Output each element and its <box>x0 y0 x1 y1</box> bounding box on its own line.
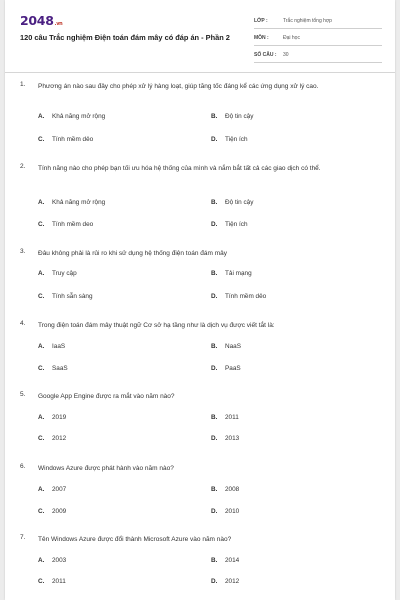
option-c[interactable] <box>38 435 66 442</box>
logo-text: 2048 <box>20 13 54 28</box>
question-number: 4. <box>20 320 26 327</box>
question-number: 1. <box>20 81 26 88</box>
meta-value: 30 <box>283 52 289 58</box>
option-letter: A. <box>38 343 45 350</box>
site-logo[interactable] <box>20 13 62 28</box>
option-letter: C. <box>38 136 45 143</box>
option-letter: D. <box>211 365 218 372</box>
option-text: Truy cập <box>52 270 77 277</box>
option-letter: B. <box>211 557 218 564</box>
option-text: 2007 <box>52 486 67 493</box>
option-letter: C. <box>38 365 45 372</box>
option-b[interactable] <box>211 343 241 350</box>
option-text: Tiện ích <box>225 221 248 228</box>
option-letter: A. <box>38 486 45 493</box>
option-c[interactable] <box>38 293 93 300</box>
option-a[interactable] <box>38 199 105 206</box>
option-b[interactable] <box>211 486 239 493</box>
meta-info <box>254 14 382 65</box>
option-text: Tính mềm dẻo <box>52 136 94 143</box>
question-number: 7. <box>20 534 26 541</box>
option-letter: A. <box>38 113 45 120</box>
option-letter: A. <box>38 557 45 564</box>
question-number: 3. <box>20 248 26 255</box>
header-divider <box>5 72 395 73</box>
option-b[interactable] <box>211 270 252 277</box>
option-a[interactable] <box>38 557 66 564</box>
option-text: 2011 <box>52 578 66 585</box>
question-text: Phương án nào sau đây cho phép xử lý hàng loạt, giúp tăng tốc đáng kể các ứng dụng xử lý cao. <box>38 83 319 90</box>
option-text: Độ tin cậy <box>225 113 254 120</box>
option-c[interactable] <box>38 365 68 372</box>
meta-row-count <box>254 48 382 63</box>
option-d[interactable] <box>211 508 239 515</box>
question-text: Tính năng nào cho phép bạn tối ưu hóa hệ thống của mình và nắm bắt tất cả các giao dịch có thể. <box>38 165 321 172</box>
meta-value: Trắc nghiệm tổng hợp <box>283 18 332 24</box>
option-letter: C. <box>38 221 45 228</box>
option-text: 2003 <box>52 557 67 564</box>
option-text: Khả năng mở rộng <box>52 113 106 120</box>
option-letter: D. <box>211 293 218 300</box>
option-c[interactable] <box>38 221 93 228</box>
logo-tld: .vn <box>54 21 63 27</box>
option-d[interactable] <box>211 293 266 300</box>
option-text: Khả năng mở rộng <box>52 199 106 206</box>
option-letter: C. <box>38 508 45 515</box>
option-a[interactable] <box>38 343 65 350</box>
option-letter: A. <box>38 414 45 421</box>
option-a[interactable] <box>38 270 77 277</box>
option-letter: B. <box>211 414 218 421</box>
option-text: 2010 <box>225 508 240 515</box>
question-text: Windows Azure được phát hành vào năm nào? <box>38 465 174 472</box>
option-text: Tải mạng <box>225 270 252 277</box>
option-text: 2012 <box>52 435 67 442</box>
option-d[interactable] <box>211 221 248 228</box>
option-letter: C. <box>38 578 45 585</box>
option-text: 2012 <box>225 578 240 585</box>
option-d[interactable] <box>211 365 241 372</box>
option-letter: B. <box>211 486 218 493</box>
option-b[interactable] <box>211 557 239 564</box>
option-c[interactable] <box>38 508 66 515</box>
option-letter: B. <box>211 343 218 350</box>
option-text: 2014 <box>225 557 240 564</box>
worksheet-header <box>5 0 395 62</box>
question-text: Tên Windows Azure được đổi thành Microsoft Azure vào năm nào? <box>38 536 232 543</box>
option-a[interactable] <box>38 113 105 120</box>
option-c[interactable] <box>38 578 66 585</box>
option-text: Độ tin cậy <box>225 199 254 206</box>
option-text: Tính sẵn sàng <box>52 293 93 300</box>
question-text: Google App Engine được ra mắt vào năm nào? <box>38 393 175 400</box>
worksheet-page <box>5 0 395 600</box>
option-text: 2008 <box>225 486 240 493</box>
option-letter: B. <box>211 113 218 120</box>
option-letter: B. <box>211 270 218 277</box>
option-letter: D. <box>211 136 218 143</box>
option-d[interactable] <box>211 435 239 442</box>
option-letter: D. <box>211 435 218 442</box>
document-title: 120 câu Trắc nghiệm Điện toán đám mây có đáp án - Phần 2 <box>20 33 230 42</box>
option-letter: B. <box>211 199 218 206</box>
option-letter: D. <box>211 221 218 228</box>
question-number: 2. <box>20 163 26 170</box>
question-number: 5. <box>20 391 26 398</box>
option-d[interactable] <box>211 136 248 143</box>
option-text: 2009 <box>52 508 67 515</box>
option-text: 2011 <box>225 414 239 421</box>
option-text: NaaS <box>225 343 241 350</box>
option-b[interactable] <box>211 113 253 120</box>
option-letter: C. <box>38 293 45 300</box>
option-text: Tính mềm dẻo <box>225 293 267 300</box>
option-letter: A. <box>38 199 45 206</box>
meta-row-subject <box>254 31 382 46</box>
option-text: SaaS <box>52 365 68 372</box>
meta-label: LỚP : <box>254 18 268 24</box>
option-text: 2013 <box>225 435 240 442</box>
option-c[interactable] <box>38 136 93 143</box>
option-b[interactable] <box>211 414 239 421</box>
option-d[interactable] <box>211 578 239 585</box>
meta-value: Đại học <box>283 35 300 41</box>
option-text: 2019 <box>52 414 67 421</box>
option-text: Tiện ích <box>225 136 248 143</box>
option-b[interactable] <box>211 199 253 206</box>
meta-row-class <box>254 14 382 29</box>
meta-label: SỐ CÂU : <box>254 52 277 58</box>
option-a[interactable] <box>38 414 66 421</box>
option-letter: D. <box>211 508 218 515</box>
option-letter: A. <box>38 270 45 277</box>
question-number: 6. <box>20 463 26 470</box>
option-a[interactable] <box>38 486 66 493</box>
question-text: Đâu không phải là rủi ro khi sử dụng hệ thống điện toán đám mây <box>38 250 227 257</box>
option-text: PaaS <box>225 365 241 372</box>
meta-label: MÔN : <box>254 35 269 41</box>
option-text: Tính mềm deo <box>52 221 94 228</box>
option-text: IaaS <box>52 343 66 350</box>
option-letter: C. <box>38 435 45 442</box>
option-letter: D. <box>211 578 218 585</box>
question-text: Trong điện toán đám mây thuật ngữ Cơ sở hạ tầng như là dịch vụ được viết tắt là: <box>38 322 275 329</box>
